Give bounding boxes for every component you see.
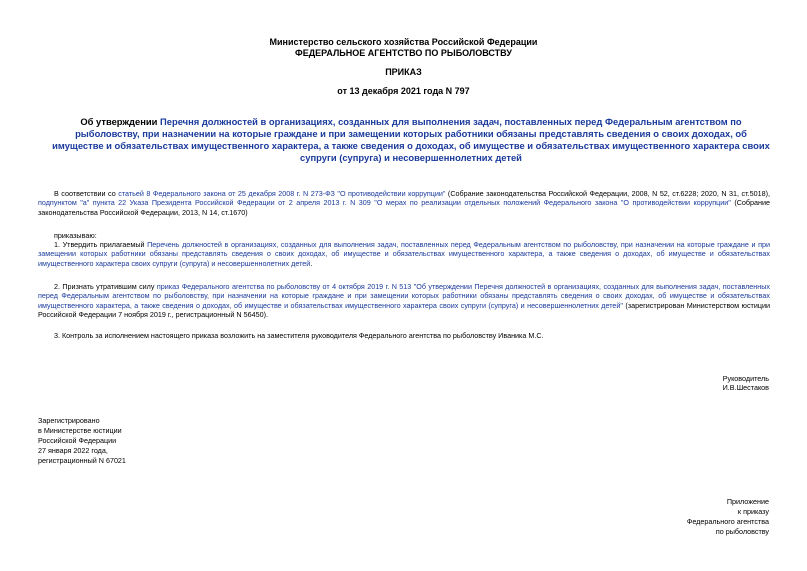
agency-heading: ФЕДЕРАЛЬНОЕ АГЕНТСТВО ПО РЫБОЛОВСТВУ [295,48,512,58]
item-2-paragraph [38,282,770,320]
preamble-text-3: (Собрание законодательства Российской Федерации, 2013, N 14, ст.1670) [38,198,770,217]
title-link[interactable]: Перечня должностей в организациях, созданных для выполнения задач, поставленных перед Федеральным агентством по рыболовству, при назначении на которые граждане и при замещении которых работники обязаны представлять сведения о своих доходах, об имуществе и обязательствах имущественного характера, а также сведения о доходах, об имуществе и обязательствах имущественного характера своих супруги (супруга) и несовершеннолетних детей [52,116,770,163]
appendix-line: Приложение [726,497,769,506]
signature-block [723,374,769,393]
preamble-text-1: В соответствии со [54,189,119,198]
registration-line: регистрационный N 67021 [38,456,126,465]
item-2-text-1: 2. Признать утратившим силу [54,282,157,291]
appendix-line: Федерального агентства [686,517,769,526]
item-2-link[interactable]: приказ Федерального агентства по рыболовству от 4 октября 2019 г. N 513 "Об утверждении Перечня должностей в организациях, созданных для выполнения задач, поставленных перед Федеральным агентством по рыболовству, при назначении на которые граждане и при замещении которых работники обязаны представлять сведения о своих доходах, об имуществе и обязательствах имущественного характера, а также сведения о доходах, об имуществе и обязательствах имущественного характера своих супруги (супруга) и несовершеннолетних детей" [38,282,770,310]
orders-label: приказываю: [54,231,97,240]
appendix-block [687,497,769,537]
ministry-heading: Министерство сельского хозяйства Российской Федерации [269,37,538,47]
item-3-paragraph: 3. Контроль за исполнением настоящего приказа возложить на заместителя руководителя Федерального агентства по рыболовству Иваника М.С. [54,331,544,340]
appendix-line: к приказу [737,507,769,516]
title-prefix: Об утверждении [80,116,161,127]
item-1-text-1: 1. Утвердить прилагаемый [54,240,148,249]
document-title [52,116,770,164]
appendix-line: по рыболовству [715,527,769,536]
registration-line: 27 января 2022 года, [38,446,108,455]
signature-name: И.В.Шестаков [722,383,769,393]
preamble-text-2: (Собрание законодательства Российской Федерации, 2008, N 52, ст.6228; 2020, N 31, ст.5018), [445,189,771,198]
preamble-link-law[interactable]: статьей 8 Федерального закона от 25 декабря 2008 г. N 273-ФЗ "О противодействии коррупции" [118,189,446,198]
registration-line: Зарегистрировано [38,416,100,425]
doc-type-heading: ПРИКАЗ [385,67,422,77]
registration-block [38,416,126,466]
item-2-text-2: (зарегистрирован Министерством юстиции Российской Федерации 7 ноября 2019 г., регистрационный N 56450). [38,300,770,320]
date-number-heading: от 13 декабря 2021 года N 797 [337,86,470,96]
item-1-paragraph [38,240,770,268]
signature-role: Руководитель [722,374,769,383]
registration-line: в Министерстве юстиции [38,426,122,435]
item-1-text-2: . [310,258,313,268]
preamble-paragraph [38,189,770,217]
item-1-link[interactable]: Перечень должностей в организациях, созданных для выполнения задач, поставленных перед Федеральным агентством по рыболовству, при назначении на которые граждане и при замещении которых работники обязаны представлять сведения о своих доходах, об имуществе и обязательствах имущественного характера, а также сведения о доходах, об имуществе и обязательствах имущественного характера своих супруги (супруга) и несовершеннолетних детей [38,240,770,268]
preamble-link-decree[interactable]: подпунктом "а" пункта 22 Указа Президента Российской Федерации от 2 апреля 2013 г. N 309 "О мерах по реализации отдельных положений Федерального закона "О противодействии коррупции" [38,198,731,208]
registration-line: Российской Федерации [38,436,117,445]
